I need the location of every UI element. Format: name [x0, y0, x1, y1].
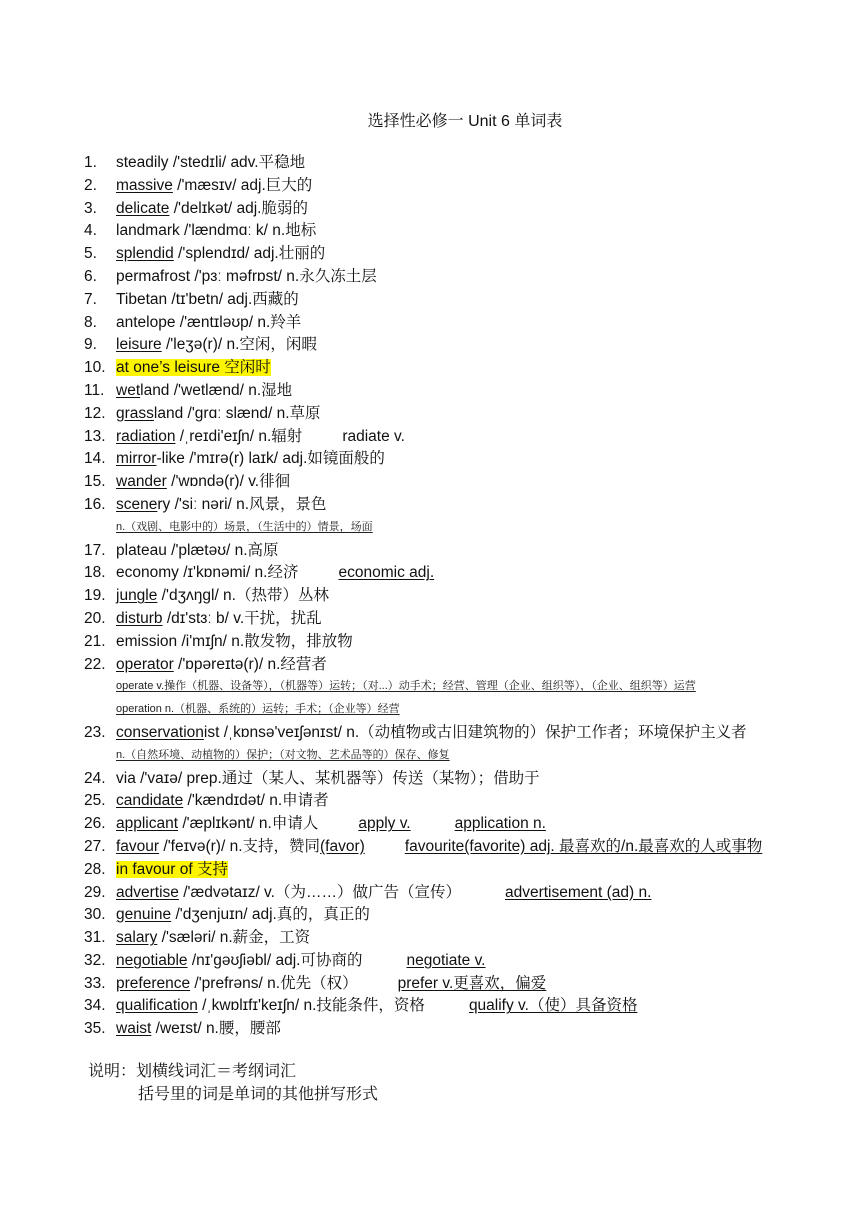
vocab-row — [84, 995, 854, 1018]
entry-number: 25. — [84, 792, 106, 810]
underlined-text: scene — [116, 495, 158, 513]
vocab-row — [84, 1018, 854, 1041]
entry-text: /'delɪkət/ adj.脆弱的 — [169, 199, 308, 217]
underlined-text: advertise — [116, 883, 179, 901]
entry-text: ist /ˌkɒnsə'veɪʃənɪst/ n.（动植物或古旧建筑物的）保护工作者；环境保护主义者 — [203, 723, 747, 741]
entry-number: 31. — [84, 929, 106, 947]
vocab-entry — [84, 904, 854, 927]
entry-text: /'prefrəns/ n.优先（权） — [190, 974, 358, 992]
vocab-row — [84, 289, 854, 312]
entry-text: plateau /'plætəʊ/ n.高原 — [116, 541, 279, 559]
vocab-row — [84, 243, 854, 266]
vocab-row — [84, 152, 854, 175]
vocab-row — [84, 334, 854, 357]
vocab-row — [84, 836, 854, 859]
vocab-entry — [84, 380, 854, 403]
entry-number: 35. — [84, 1020, 106, 1038]
vocab-row — [84, 380, 854, 403]
vocab-entry — [84, 654, 854, 722]
entry-number: 9. — [84, 336, 97, 354]
entry-number: 13. — [84, 427, 106, 445]
vocab-entry — [84, 950, 854, 973]
underlined-text: qualify v.（使）具备资格 — [468, 997, 638, 1015]
vocab-entry — [84, 882, 854, 905]
entry-text: -like /'mɪrə(r) laɪk/ adj.如镜面般的 — [156, 450, 385, 468]
entry-number: 6. — [84, 267, 97, 285]
entry-text: steadily /'stedɪli/ adv.平稳地 — [116, 154, 306, 171]
vocab-entry — [84, 403, 854, 426]
entry-number: 27. — [84, 837, 106, 855]
vocab-row — [84, 448, 854, 471]
entry-number: 7. — [84, 290, 97, 308]
underlined-text: jungle — [116, 587, 158, 605]
vocab-entry — [84, 790, 854, 813]
entry-text: /'æplɪkənt/ n.申请人 — [178, 815, 319, 833]
vocab-entry — [84, 471, 854, 494]
entry-number: 34. — [84, 997, 106, 1015]
underlined-text: operator — [116, 655, 174, 673]
entry-text: antelope /'æntɪləʊp/ n.羚羊 — [116, 313, 302, 331]
underlined-text: leisure — [116, 336, 162, 354]
vocab-entry — [84, 243, 854, 266]
vocab-entry — [84, 722, 854, 768]
underlined-text: grass — [116, 404, 154, 422]
entry-text: /'wɒndə(r)/ v.徘徊 — [166, 473, 291, 491]
underlined-text: mirror — [116, 450, 157, 468]
entry-text: /'dʒenjuɪn/ adj.真的，真正的 — [171, 906, 370, 924]
sub-definition: n.（戏剧、电影中的）场景，（生活中的）情景，场面 — [116, 520, 373, 533]
vocab-row — [84, 403, 854, 426]
entry-text: /'ædvətaɪz/ v.（为……）做广告（宣传） — [178, 883, 461, 901]
underlined-text: delicate — [116, 199, 170, 217]
vocab-entry — [84, 562, 854, 585]
vocab-row — [84, 175, 854, 198]
vocab-entry — [84, 266, 854, 289]
highlighted-phrase: at one’s leisure 空闲时 — [116, 359, 271, 377]
vocab-row — [84, 768, 854, 791]
entry-number: 5. — [84, 245, 97, 263]
underlined-text: wander — [116, 473, 167, 491]
entry-text: emission /i'mɪʃn/ n.散发物，排放物 — [116, 632, 353, 650]
underlined-text: genuine — [116, 906, 172, 924]
underlined-text: massive — [116, 176, 173, 194]
underlined-text: advertisement (ad) n. — [504, 883, 652, 901]
entry-number: 18. — [84, 564, 106, 582]
entry-text: land /'wetlænd/ n.湿地 — [140, 381, 293, 399]
entry-text: radiate v. — [342, 427, 405, 445]
entry-text: /'splendɪd/ adj.壮丽的 — [173, 245, 326, 263]
entry-number: 19. — [84, 587, 106, 605]
vocab-row — [84, 859, 854, 882]
vocab-entry — [84, 631, 854, 654]
entry-text: /nɪ'ɡəʊʃiəbl/ adj.可协商的 — [187, 951, 363, 969]
vocab-entry — [84, 494, 854, 540]
entry-text: ry /'siː nəri/ n.风景，景色 — [157, 495, 327, 513]
entry-text: /'feɪvə(r)/ n.支持，赞同 — [159, 837, 321, 855]
vocab-row — [84, 540, 854, 563]
underlined-text: favourite(favorite) adj. 最喜欢的/n.最喜欢的人或事物 — [404, 837, 763, 855]
vocab-entry — [84, 836, 854, 859]
vocab-row — [84, 722, 854, 745]
underlined-text: applicant — [116, 815, 179, 833]
vocab-entry — [84, 152, 854, 175]
entry-number: 12. — [84, 404, 106, 422]
underlined-text: candidate — [116, 792, 184, 810]
vocab-row — [84, 312, 854, 335]
entry-text: /'leʒə(r)/ n.空闲，闲暇 — [161, 336, 317, 354]
vocab-entry — [84, 426, 854, 449]
vocab-entry — [84, 540, 854, 563]
entry-text: /'kændɪdət/ n.申请者 — [183, 792, 329, 810]
entry-text: economy /ɪ'kɒnəmi/ n.经济 — [116, 564, 299, 582]
vocab-row — [84, 220, 854, 243]
entry-text: permafrost /'pɜː məfrɒst/ n.永久冻土层 — [116, 267, 377, 285]
entry-number: 32. — [84, 951, 106, 969]
entry-text: /weɪst/ n.腰，腰部 — [151, 1020, 281, 1038]
vocab-entry — [84, 334, 854, 357]
entry-number: 8. — [84, 313, 97, 331]
entry-number: 23. — [84, 723, 106, 741]
vocab-row — [84, 608, 854, 631]
entry-number: 30. — [84, 906, 106, 924]
entry-text: /'sæləri/ n.薪金，工资 — [157, 929, 311, 947]
entry-text: /dɪ'stɜː b/ v.干扰，扰乱 — [162, 609, 322, 627]
vocab-entry — [84, 859, 854, 882]
entry-number: 17. — [84, 541, 106, 559]
entry-number: 11. — [84, 381, 105, 399]
vocab-row — [84, 562, 854, 585]
vocab-entry — [84, 357, 854, 380]
sub-definition: n.（自然环境、动植物的）保护；（对文物、艺术品等的）保存、修复 — [116, 748, 450, 761]
entry-number: 16. — [84, 495, 106, 513]
entry-number: 28. — [84, 860, 106, 878]
entry-text: /'dʒʌŋɡl/ n.（热带）丛林 — [157, 587, 329, 605]
vocab-row — [84, 198, 854, 221]
sub-definition: operation n.（机器、系统的）运转；手术；（企业等）经营 — [116, 703, 400, 716]
underlined-text: splendid — [116, 245, 174, 263]
underlined-text: negotiable — [116, 951, 188, 969]
vocabulary-list — [84, 152, 854, 1041]
entry-text: /'mæsɪv/ adj.巨大的 — [172, 176, 313, 194]
vocab-row — [84, 471, 854, 494]
entry-number: 24. — [84, 769, 106, 787]
vocab-entry — [84, 1018, 854, 1041]
vocab-entry — [84, 312, 854, 335]
vocab-entry — [84, 220, 854, 243]
vocab-row — [84, 585, 854, 608]
vocab-entry — [84, 448, 854, 471]
underlined-text: economic adj. — [338, 564, 435, 582]
vocab-row — [84, 927, 854, 950]
entry-text: via /'vaɪə/ prep.通过（某人、某机器等）传送（某物）；借助于 — [116, 769, 540, 787]
vocab-entry — [84, 175, 854, 198]
entry-number: 33. — [84, 974, 106, 992]
vocab-row — [84, 973, 854, 996]
vocab-row — [84, 631, 854, 654]
underlined-text: application n. — [454, 815, 546, 833]
vocab-row — [84, 904, 854, 927]
note-line-2: 括号里的词是单词的其他拼写形式 — [138, 1086, 379, 1103]
entry-number: 15. — [84, 473, 106, 491]
entry-number: 29. — [84, 883, 106, 901]
entry-number: 2. — [84, 176, 97, 194]
vocab-row — [84, 494, 854, 517]
vocab-entry — [84, 973, 854, 996]
entry-number: 20. — [84, 609, 106, 627]
vocab-row — [84, 790, 854, 813]
vocab-row — [84, 266, 854, 289]
sub-definition: operate v.操作（机器、设备等），（机器等）运转；（对...）动手术；经营、管理（企业、组织等），（企业、组织等）运营 — [116, 680, 696, 693]
entry-text: /ˌkwɒlɪfɪ'keɪʃn/ n.技能条件，资格 — [197, 997, 425, 1015]
vocab-entry — [84, 289, 854, 312]
underlined-text: qualification — [116, 997, 198, 1015]
entry-text: landmark /'lændmɑː k/ n.地标 — [116, 222, 317, 240]
notes — [88, 1060, 378, 1106]
underlined-text: waist — [116, 1020, 152, 1038]
entry-number: 21. — [84, 632, 106, 650]
underlined-text: salary — [116, 929, 158, 947]
entry-number: 4. — [84, 222, 97, 240]
vocab-entry — [84, 198, 854, 221]
entry-number: 3. — [84, 199, 97, 217]
entry-text: land /'ɡrɑː slænd/ n.草原 — [153, 404, 321, 422]
vocab-row — [84, 813, 854, 836]
vocab-row — [84, 357, 854, 380]
underlined-text: negotiate v. — [406, 951, 486, 969]
vocab-entry — [84, 927, 854, 950]
entry-number: 26. — [84, 815, 106, 833]
entry-text: Tibetan /tɪ'betn/ adj.西藏的 — [116, 290, 299, 308]
vocab-entry — [84, 585, 854, 608]
vocab-entry — [84, 608, 854, 631]
underlined-text: conservation — [116, 723, 204, 741]
vocab-row — [84, 950, 854, 973]
entry-number: 1. — [84, 154, 97, 171]
underlined-text: prefer v.更喜欢，偏爱 — [397, 974, 547, 992]
page-title: 选择性必修一 Unit 6 单词表 — [367, 113, 563, 130]
underlined-text: wet — [116, 381, 141, 399]
entry-text: /ˌreɪdi'eɪʃn/ n.辐射 — [175, 427, 303, 445]
entry-number: 14. — [84, 450, 106, 468]
underlined-text: radiation — [116, 427, 176, 445]
vocab-entry — [84, 995, 854, 1018]
vocab-entry — [84, 813, 854, 836]
vocab-row — [84, 882, 854, 905]
note-line-1: 说明：划横线词汇＝考纲词汇 — [88, 1063, 297, 1080]
underlined-text: favour — [116, 837, 160, 855]
vocab-row — [84, 426, 854, 449]
underlined-text: disturb — [116, 609, 163, 627]
vocab-row — [84, 654, 854, 677]
vocab-entry — [84, 768, 854, 791]
underlined-text: apply v. — [358, 815, 411, 833]
entry-text: /'ɒpəreɪtə(r)/ n.经营者 — [173, 655, 327, 673]
underlined-text: preference — [116, 974, 191, 992]
underlined-text: (favor) — [320, 837, 365, 855]
highlighted-phrase: in favour of 支持 — [116, 860, 228, 878]
entry-number: 22. — [84, 655, 106, 673]
entry-number: 10. — [84, 359, 106, 377]
